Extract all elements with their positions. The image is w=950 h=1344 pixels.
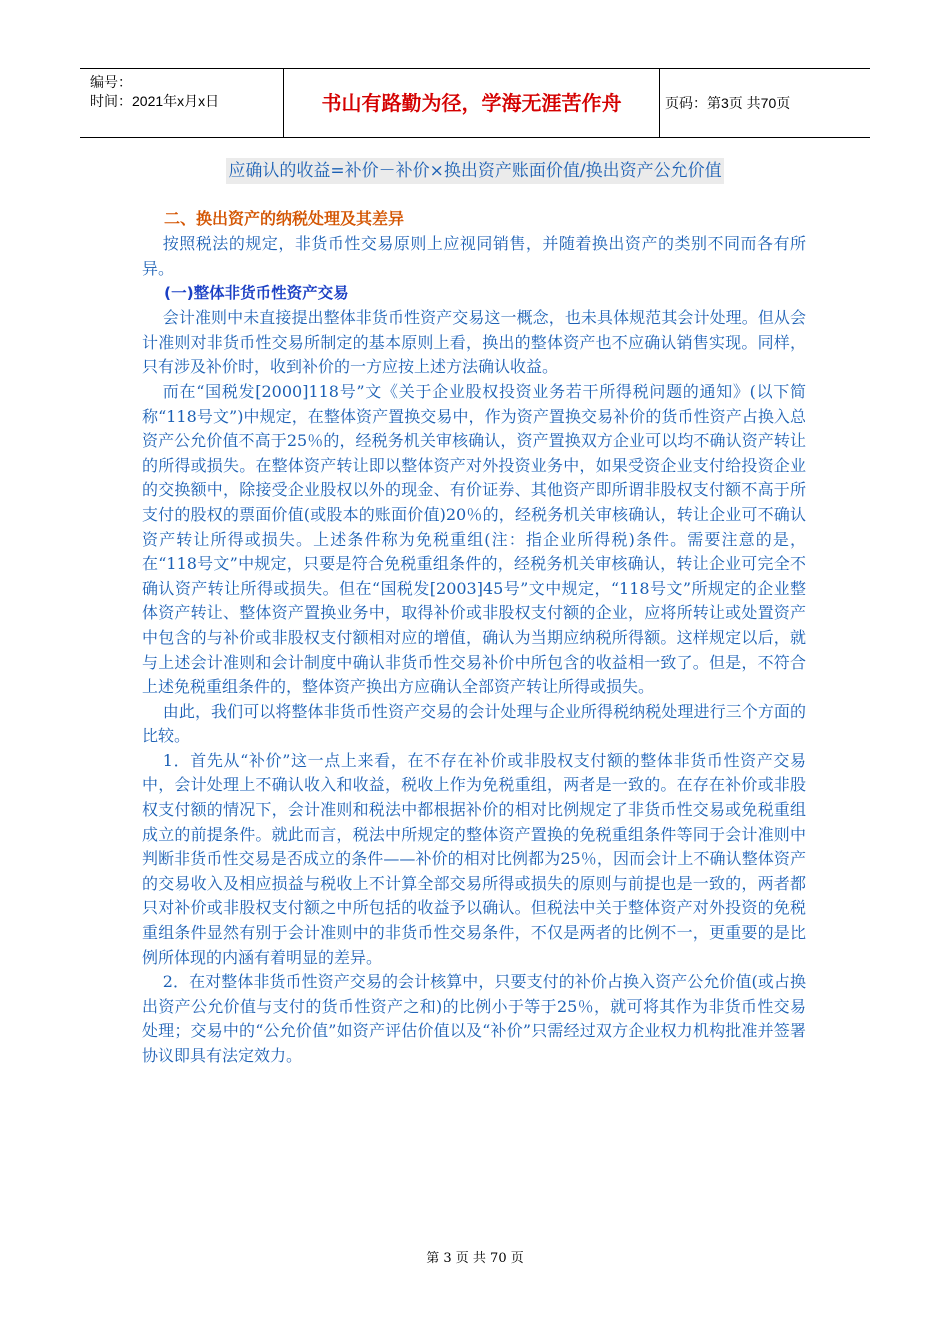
- header-motto: 书山有路勤为径，学海无涯苦作舟: [284, 69, 660, 137]
- document-date-label: 时间：2021年x月x日: [90, 93, 220, 109]
- document-body: [142, 206, 806, 1069]
- section-title: 二、换出资产的纳税处理及其差异: [164, 209, 405, 228]
- body-paragraph-1: 会计准则中未直接提出整体非货币性资产交易这一概念，也未具体规范其会计处理。但从会计准则对非货币性交易所制定的基本原则上看，换出的整体资产也不应确认销售实现。同样，只有涉及补价时，收到补价的一方应按上述方法确认收益。: [142, 308, 806, 377]
- page-footer: 第 3 页 共 70 页: [426, 1251, 524, 1266]
- body-paragraph-3: 由此，我们可以将整体非货币性资产交易的会计处理与企业所得税纳税处理进行三个方面的比较。: [142, 701, 806, 746]
- body-paragraph-2: 而在“国税发[2000]118号”文《关于企业股权投资业务若干所得税问题的通知》(以下简称“118号文”)中规定，在整体资产置换交易中，作为资产置换交易补价的货币性资产占换入总资产公允价值不高于25％的，经税务机关审核确认，资产置换双方企业可以均不确认资产转让的所得或损失。在整体资产转让即以整体资产对外投资业务中，如果受资企业支付给投资企业的交换额中，除接受企业股权以外的现金、有价证券、其他资产即所谓非股权支付额不高于所支付的股权的票面价值(或股本的账面价值)20％的，经税务机关审核确认，转让企业可不确认资产转让所得或损失。上述条件称为免税重组(注：指企业所得税)条件。需要注意的是，在“118号文”中规定，只要是符合免税重组条件的，经税务机关审核确认，转让企业可完全不确认资产转让所得或损失。但在“国税发[2003]45号”文中规定，“118号文”所规定的企业整体资产转让、整体资产置换业务中，取得补价或非股权支付额的企业，应将所转让或处置资产中包含的与补价或非股权支付额相对应的增值，确认为当期应纳税所得额。这样规定以后，就与上述会计准则和会计制度中确认非货币性交易补价中所包含的收益相一致了。但是，不符合上述免税重组条件的，整体资产换出方应确认全部资产转让所得或损失。: [142, 381, 806, 697]
- document-number-label: 编号：: [90, 74, 132, 90]
- subsection-title: (一)整体非货币性资产交易: [164, 284, 349, 303]
- body-paragraph-4: 1．首先从“补价”这一点上来看，在不存在补价或非股权支付额的整体非货币性资产交易中，会计处理上不确认收入和收益，税收上作为免税重组，两者是一致的。在存在补价或非股权支付额的情况下，会计准则和税法中都根据补价的相对比例规定了非货币性交易或免税重组成立的前提条件。就此而言，税法中所规定的整体资产置换的免税重组条件等同于会计准则中判断非货币性交易是否成立的条件——补价的相对比例都为25％，因而会计上不确认整体资产的交易收入及相应损益与税收上不计算全部交易所得或损失的原则与前提也是一致的，两者都只对补价或非股权支付额之中所包括的收益予以确认。但税法中关于整体资产对外投资的免税重组条件显然有别于会计准则中的非货币性交易条件，不仅是两者的比例不一，更重要的是比例所体现的内涵有着明显的差异。: [142, 750, 806, 967]
- formula-line: [0, 158, 950, 184]
- header-page-label: 页码：第3页 共70页: [665, 95, 791, 111]
- formula-text: 应确认的收益=补价－补价×换出资产账面价值/换出资产公允价值: [226, 158, 723, 184]
- intro-paragraph: 按照税法的规定，非货币性交易原则上应视同销售，并随着换出资产的类别不同而各有所异。: [142, 234, 806, 278]
- body-paragraph-5: 2．在对整体非货币性资产交易的会计核算中，只要支付的补价占换入资产公允价值(或占换出资产公允价值与支付的货币性资产之和)的比例小于等于25％，就可将其作为非货币性交易处理；交易中的“公允价值”如资产评估价值以及“补价”只需经过双方企业权力机构批准并签署协议即具有法定效力。: [142, 972, 806, 1065]
- header-meta-cell: [80, 69, 284, 137]
- page-header: [80, 68, 870, 138]
